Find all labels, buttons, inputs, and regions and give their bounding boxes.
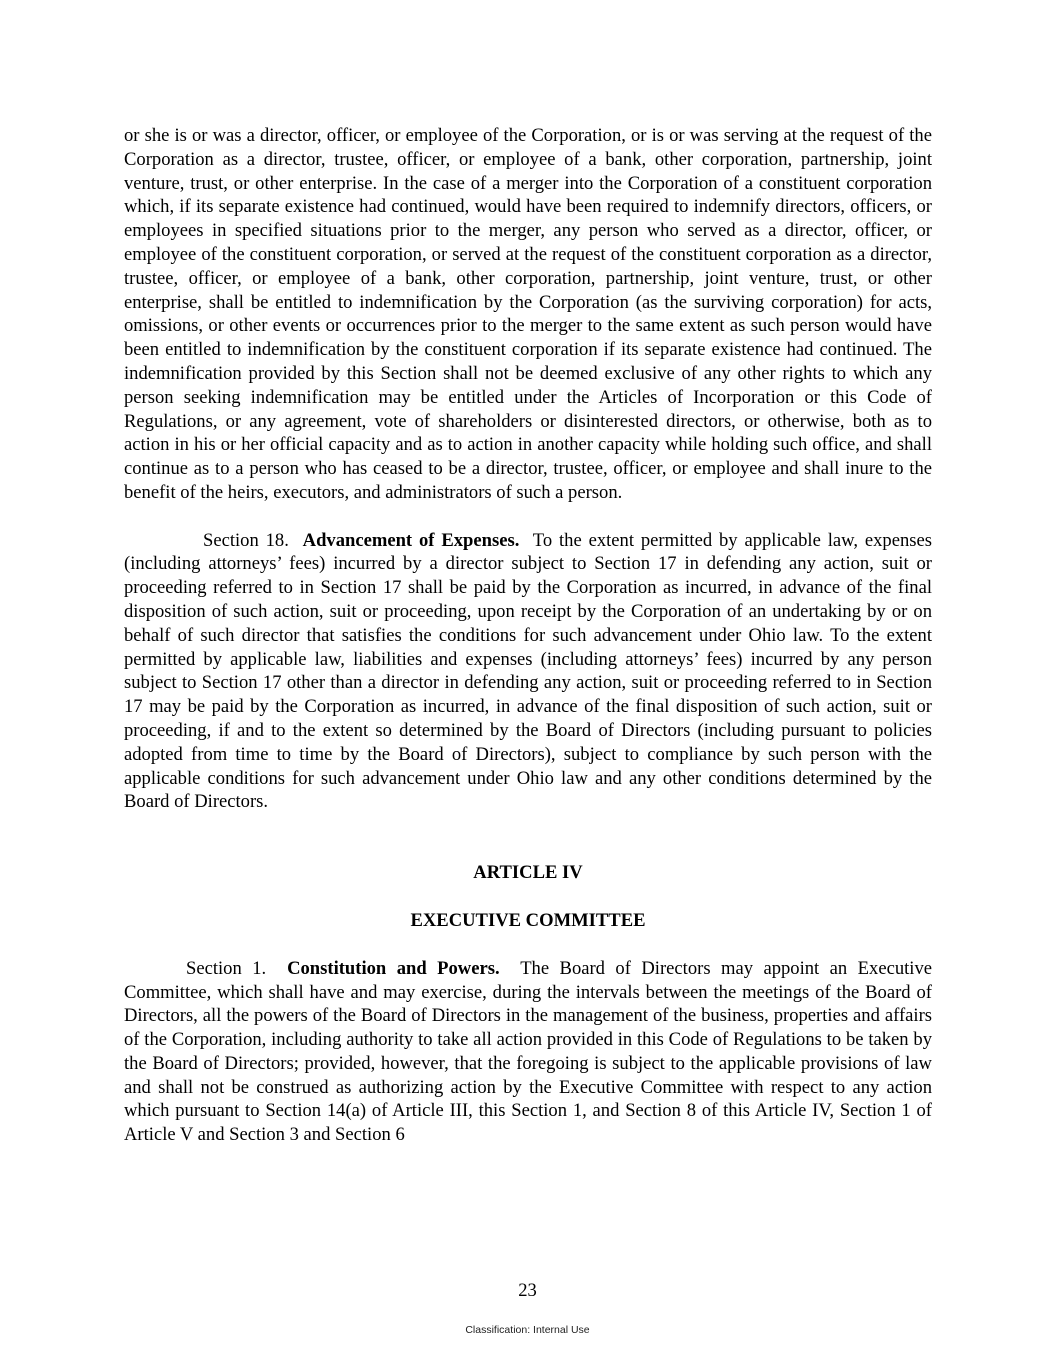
classification-label: Classification: Internal Use: [465, 1324, 590, 1336]
section-18-body: To the extent permitted by applicable law, expenses (including attorneys’ fees) incurred by a director subject to Section 17 in defending any action, suit or proceeding referred to in Section 17 shall be paid by the Corporation as incurred, in advance of the final disposition of such action, suit or proceeding, upon receipt by the Corporation of an undertaking by or on behalf of such director that satisfies the conditions for such advancement under Ohio law. To the extent permitted by applicable law, liabilities and expenses (including attorneys’ fees) incurred by any person subject to Section 17 other than a director in defending any action, suit or proceeding referred to in Section 17 may be paid by the Corporation as incurred, in advance of the final disposition of such action, suit or proceeding, if and to the extent so determined by the Board of Directors (including pursuant to policies adopted from time to time by the Board of Directors), subject to compliance by such person with the applicable conditions for such advancement under Ohio law and any other conditions determined by the Board of Directors.: [124, 529, 932, 813]
section-18-paragraph: [124, 529, 932, 815]
article-subheading: EXECUTIVE COMMITTEE: [410, 909, 646, 931]
section-1-body: The Board of Directors may appoint an Executive Committee, which shall have and may exercise, during the intervals between the meetings of the Board of Directors, all the powers of the Board of Directors in the management of the business, properties and affairs of the Corporation, including authority to take all action provided in this Code of Regulations to be taken by the Board of Directors; provided, however, that the foregoing is subject to the applicable provisions of law and shall not be construed as authorizing action by the Executive Committee with respect to any action which pursuant to Section 14(a) of Article III, this Section 1, and Section 8 of this Article IV, Section 1 of Article V and Section 3 and Section 6: [124, 957, 933, 1146]
continuation-paragraph: or she is or was a director, officer, or employee of the Corporation, or is or was serving at the request of the Corporation as a director, trustee, officer, or employee of a bank, other corporation, partnership, joint venture, trust, or other enterprise. In the case of a merger into the Corporation of a constituent corporation which, if its separate existence had continued, would have been required to indemnify directors, officers, or employees in specified situations prior to the merger, any person who served as a director, officer, or employee of the constituent corporation, or served at the request of the constituent corporation as a director, trustee, officer, or employee of a bank, other corporation, partnership, joint venture, trust, or other enterprise, shall be entitled to indemnification by the Corporation (as the surviving corporation) for acts, omissions, or other events or occurrences prior to the merger to the same extent as such person would have been entitled to indemnification by the constituent corporation if its separate existence had continued. The indemnification provided by this Section shall not be deemed exclusive of any other rights to which any person seeking indemnification may be entitled under the Articles of Incorporation or this Code of Regulations, or any agreement, vote of shareholders or disinterested directors, or otherwise, both as to action in his or her official capacity and as to action in another capacity while holding such office, and shall continue as to a person who has ceased to be a director, trustee, officer, or employee and shall inure to the benefit of the heirs, executors, and administrators of such a person.: [124, 125, 932, 503]
section-1-title: Constitution and Powers.: [287, 957, 500, 979]
section-1-label: Section 1.: [186, 957, 267, 979]
section-18-label: Section 18.: [203, 529, 289, 551]
document-page: [124, 124, 932, 1147]
section-1-paragraph: [124, 957, 932, 1147]
page-number: 23: [518, 1280, 537, 1301]
section-18-title: Advancement of Expenses.: [302, 529, 520, 551]
article-heading: ARTICLE IV: [473, 862, 583, 884]
